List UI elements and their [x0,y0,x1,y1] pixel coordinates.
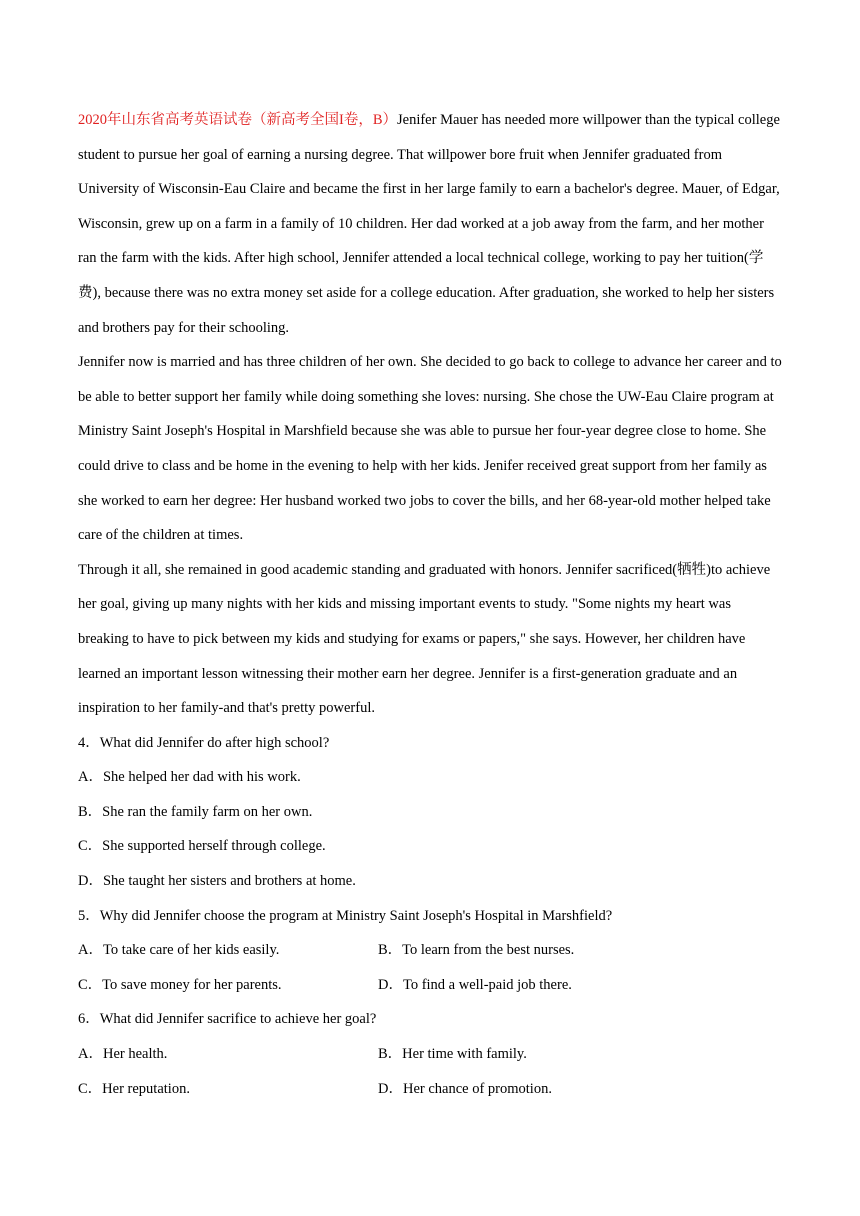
option-text: She taught her sisters and brothers at home. [102,873,356,890]
question-number: 6． [78,1011,100,1028]
option-text: She helped her dad with his work. [102,769,301,786]
option-c [78,1072,378,1107]
option-label: A． [78,1046,103,1063]
source-label: 2020年山东省高考英语试卷（新高考全国I卷，B） [78,112,397,128]
option-c [78,968,378,1003]
question-stem [78,1002,782,1037]
question-number: 4． [78,734,100,751]
passage-paragraph-2: Jennifer now is married and has three children of her own. She decided to go back to college to advance her career and to be able to better support her family while doing something she loves: nursing. She chose the UW-Eau Claire program at Ministry Saint Joseph's Hospital in Marshfield because she was able to pursue her four-year degree close to home. She could drive to class and be home in the evening to help with her kids. Jenifer received great support from her family as she worked to earn her degree: Her husband worked two jobs to cover the bills, and her 68-year-old mother helped take care of the children at times. [78,354,782,544]
option-text: Her reputation. [102,1080,190,1097]
question-6 [78,1002,782,1106]
option-b [378,1037,527,1072]
option-text: To take care of her kids easily. [102,942,280,959]
option-a [78,760,782,795]
option-a [78,933,378,968]
option-b [78,795,782,830]
option-row [78,1072,782,1107]
option-label: C． [78,1080,103,1097]
question-number: 5． [78,907,100,924]
option-label: C． [78,838,103,855]
option-label: B． [78,803,103,820]
question-4 [78,726,782,899]
question-text: Why did Jennifer choose the program at Ministry Saint Joseph's Hospital in Marshfield? [99,907,613,924]
option-text: Her health. [102,1046,168,1063]
option-row [78,968,782,1003]
option-b [378,933,574,968]
option-text: To learn from the best nurses. [402,942,575,959]
option-row [78,933,782,968]
question-stem [78,899,782,934]
option-label: D． [78,873,103,890]
document-page [78,103,782,1106]
option-text: Her time with family. [402,1046,527,1063]
passage-paragraph-3: Through it all, she remained in good academic standing and graduated with honors. Jennifer sacrificed(牺牲)to achieve her goal, giving up many nights with her kids and missing important events to study. "Some nights my heart was breaking to have to pick between my kids and studying for exams or papers," she says. However, her children have learned an important lesson witnessing their mother earn her degree. Jennifer is a first-generation graduate and an inspiration to her family-and that's pretty powerful. [78,561,771,717]
option-label: B． [378,942,403,959]
option-row [78,1037,782,1072]
passage-paragraph-1 [78,103,782,345]
option-label: B． [378,1046,403,1063]
option-text: She ran the family farm on her own. [102,803,313,820]
option-label: D． [378,1080,403,1097]
question-stem [78,726,782,761]
option-label: D． [378,976,403,993]
option-text: Her chance of promotion. [402,1080,552,1097]
question-text: What did Jennifer sacrifice to achieve her goal? [99,1011,377,1028]
option-c [78,829,782,864]
option-d [378,968,572,1003]
option-d [78,864,782,899]
option-label: C． [78,976,103,993]
question-5 [78,899,782,1003]
option-label: A． [78,942,103,959]
option-a [78,1037,378,1072]
option-text: She supported herself through college. [102,838,326,855]
paragraph-text: Jenifer Mauer has needed more willpower than the typical college student to pursue her goal of earning a nursing degree. That willpower bore fruit when Jennifer graduated from University of Wisconsin-Eau Claire and became the first in her large family to earn a bachelor's degree. Mauer, of Edgar, Wisconsin, grew up on a farm in a family of 10 children. Her dad worked at a job away from the farm, and her mother ran the farm with the kids. After high school, Jennifer attended a local technical college, working to pay her tuition(学费), because there was no extra money set aside for a college education. After graduation, she worked to help her sisters and brothers pay for their schooling. [78,112,780,336]
question-text: What did Jennifer do after high school? [99,734,330,751]
option-text: To save money for her parents. [102,976,282,993]
option-label: A． [78,769,103,786]
option-d [378,1072,552,1107]
option-text: To find a well-paid job there. [402,976,572,993]
